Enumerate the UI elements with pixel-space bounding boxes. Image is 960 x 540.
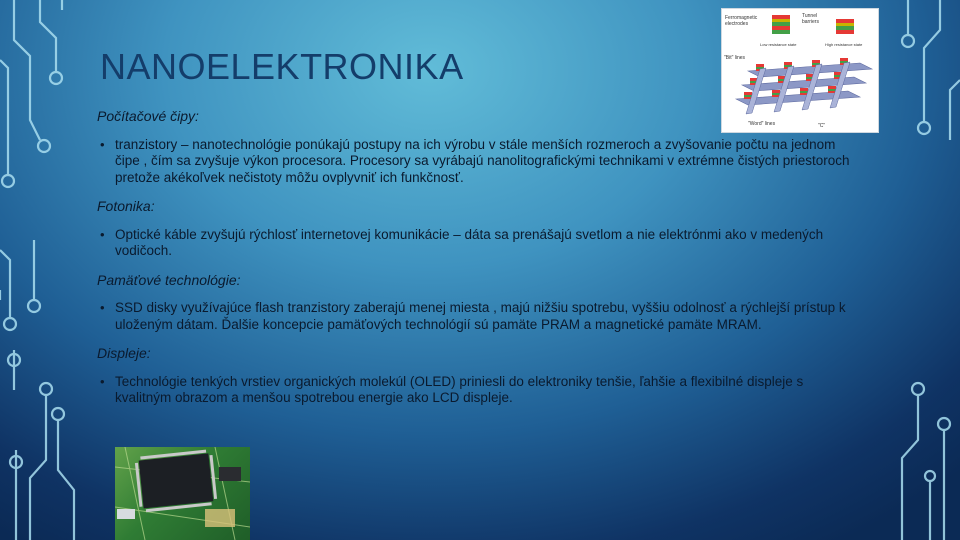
bullet-photonics xyxy=(97,227,857,260)
chip-photo xyxy=(115,447,250,540)
section-heading-memory: Pamäťové technológie: xyxy=(97,271,241,288)
label-bit-lines: "Bit" lines xyxy=(724,55,746,61)
label-barriers: barriers xyxy=(802,19,819,25)
section-heading-photonics: Fotonika: xyxy=(97,198,155,214)
bullet-glyph: • xyxy=(100,300,105,315)
bullet-text-photonics: Optické káble zvyšujú rýchlosť internetovej komunikácie – dáta sa prenášajú svetlom a nie elektrónmi ako v medených vodičoch. xyxy=(115,226,824,258)
slide-content xyxy=(97,108,857,419)
bullet-memory xyxy=(97,300,857,333)
bullet-text-chips: tranzistory – nanotechnológie ponúkajú postupy na ich výrobu v stále menších rozmeroch a zvyšovanie počtu na jednom čipe , čím sa zvyšuje výkon procesora. Procesory sa vyrábajú nanolitografickými technikami v extrémne čistých priestoroch pretože akékoľvek nečistoty môžu ovplyvniť ich funkčnosť. xyxy=(115,136,850,185)
label-low-resistance: Low resistance state xyxy=(760,42,797,47)
slide-title: NANOELEKTRONIKA xyxy=(100,46,464,87)
label-electrodes: electrodes xyxy=(725,21,749,27)
bullet-chips xyxy=(97,137,857,187)
label-word-lines: "Word" lines xyxy=(748,121,776,127)
bullet-text-displays: Technológie tenkých vrstiev organických molekúl (OLED) priniesli do elektroniky tenšie, ľahšie a flexibilné displeje s kvalitným obrazom a menšou spotrebou energie ako LCD displeje. xyxy=(115,373,804,405)
label-c: "C" xyxy=(818,123,826,129)
section-heading-chips: Počítačové čipy: xyxy=(97,108,199,124)
cell-high xyxy=(836,19,854,34)
bullet-glyph: • xyxy=(100,136,105,152)
label-high-resistance: High resistance state xyxy=(825,42,863,47)
chip-illustration xyxy=(115,447,250,540)
section-heading-displays: Displeje: xyxy=(97,345,151,361)
bullet-displays xyxy=(97,374,857,407)
label-tunnel: Tunnel xyxy=(802,13,818,19)
bullet-glyph: • xyxy=(100,373,105,389)
cell-low xyxy=(772,15,790,34)
bullet-glyph: • xyxy=(100,226,105,242)
label-ferromagnetic: Ferromagnetic xyxy=(725,15,758,21)
bullet-text-memory: SSD disky využívajúce flash tranzistory zaberajú menej miesta , majú nižšiu spotrebu, vyššiu odolnosť a rýchlejší prístup k uloženým dátam. Ďalšie koncepcie pamäťových technológií sú pamäte PRAM a magnetické pamäte MRAM. xyxy=(115,300,846,332)
